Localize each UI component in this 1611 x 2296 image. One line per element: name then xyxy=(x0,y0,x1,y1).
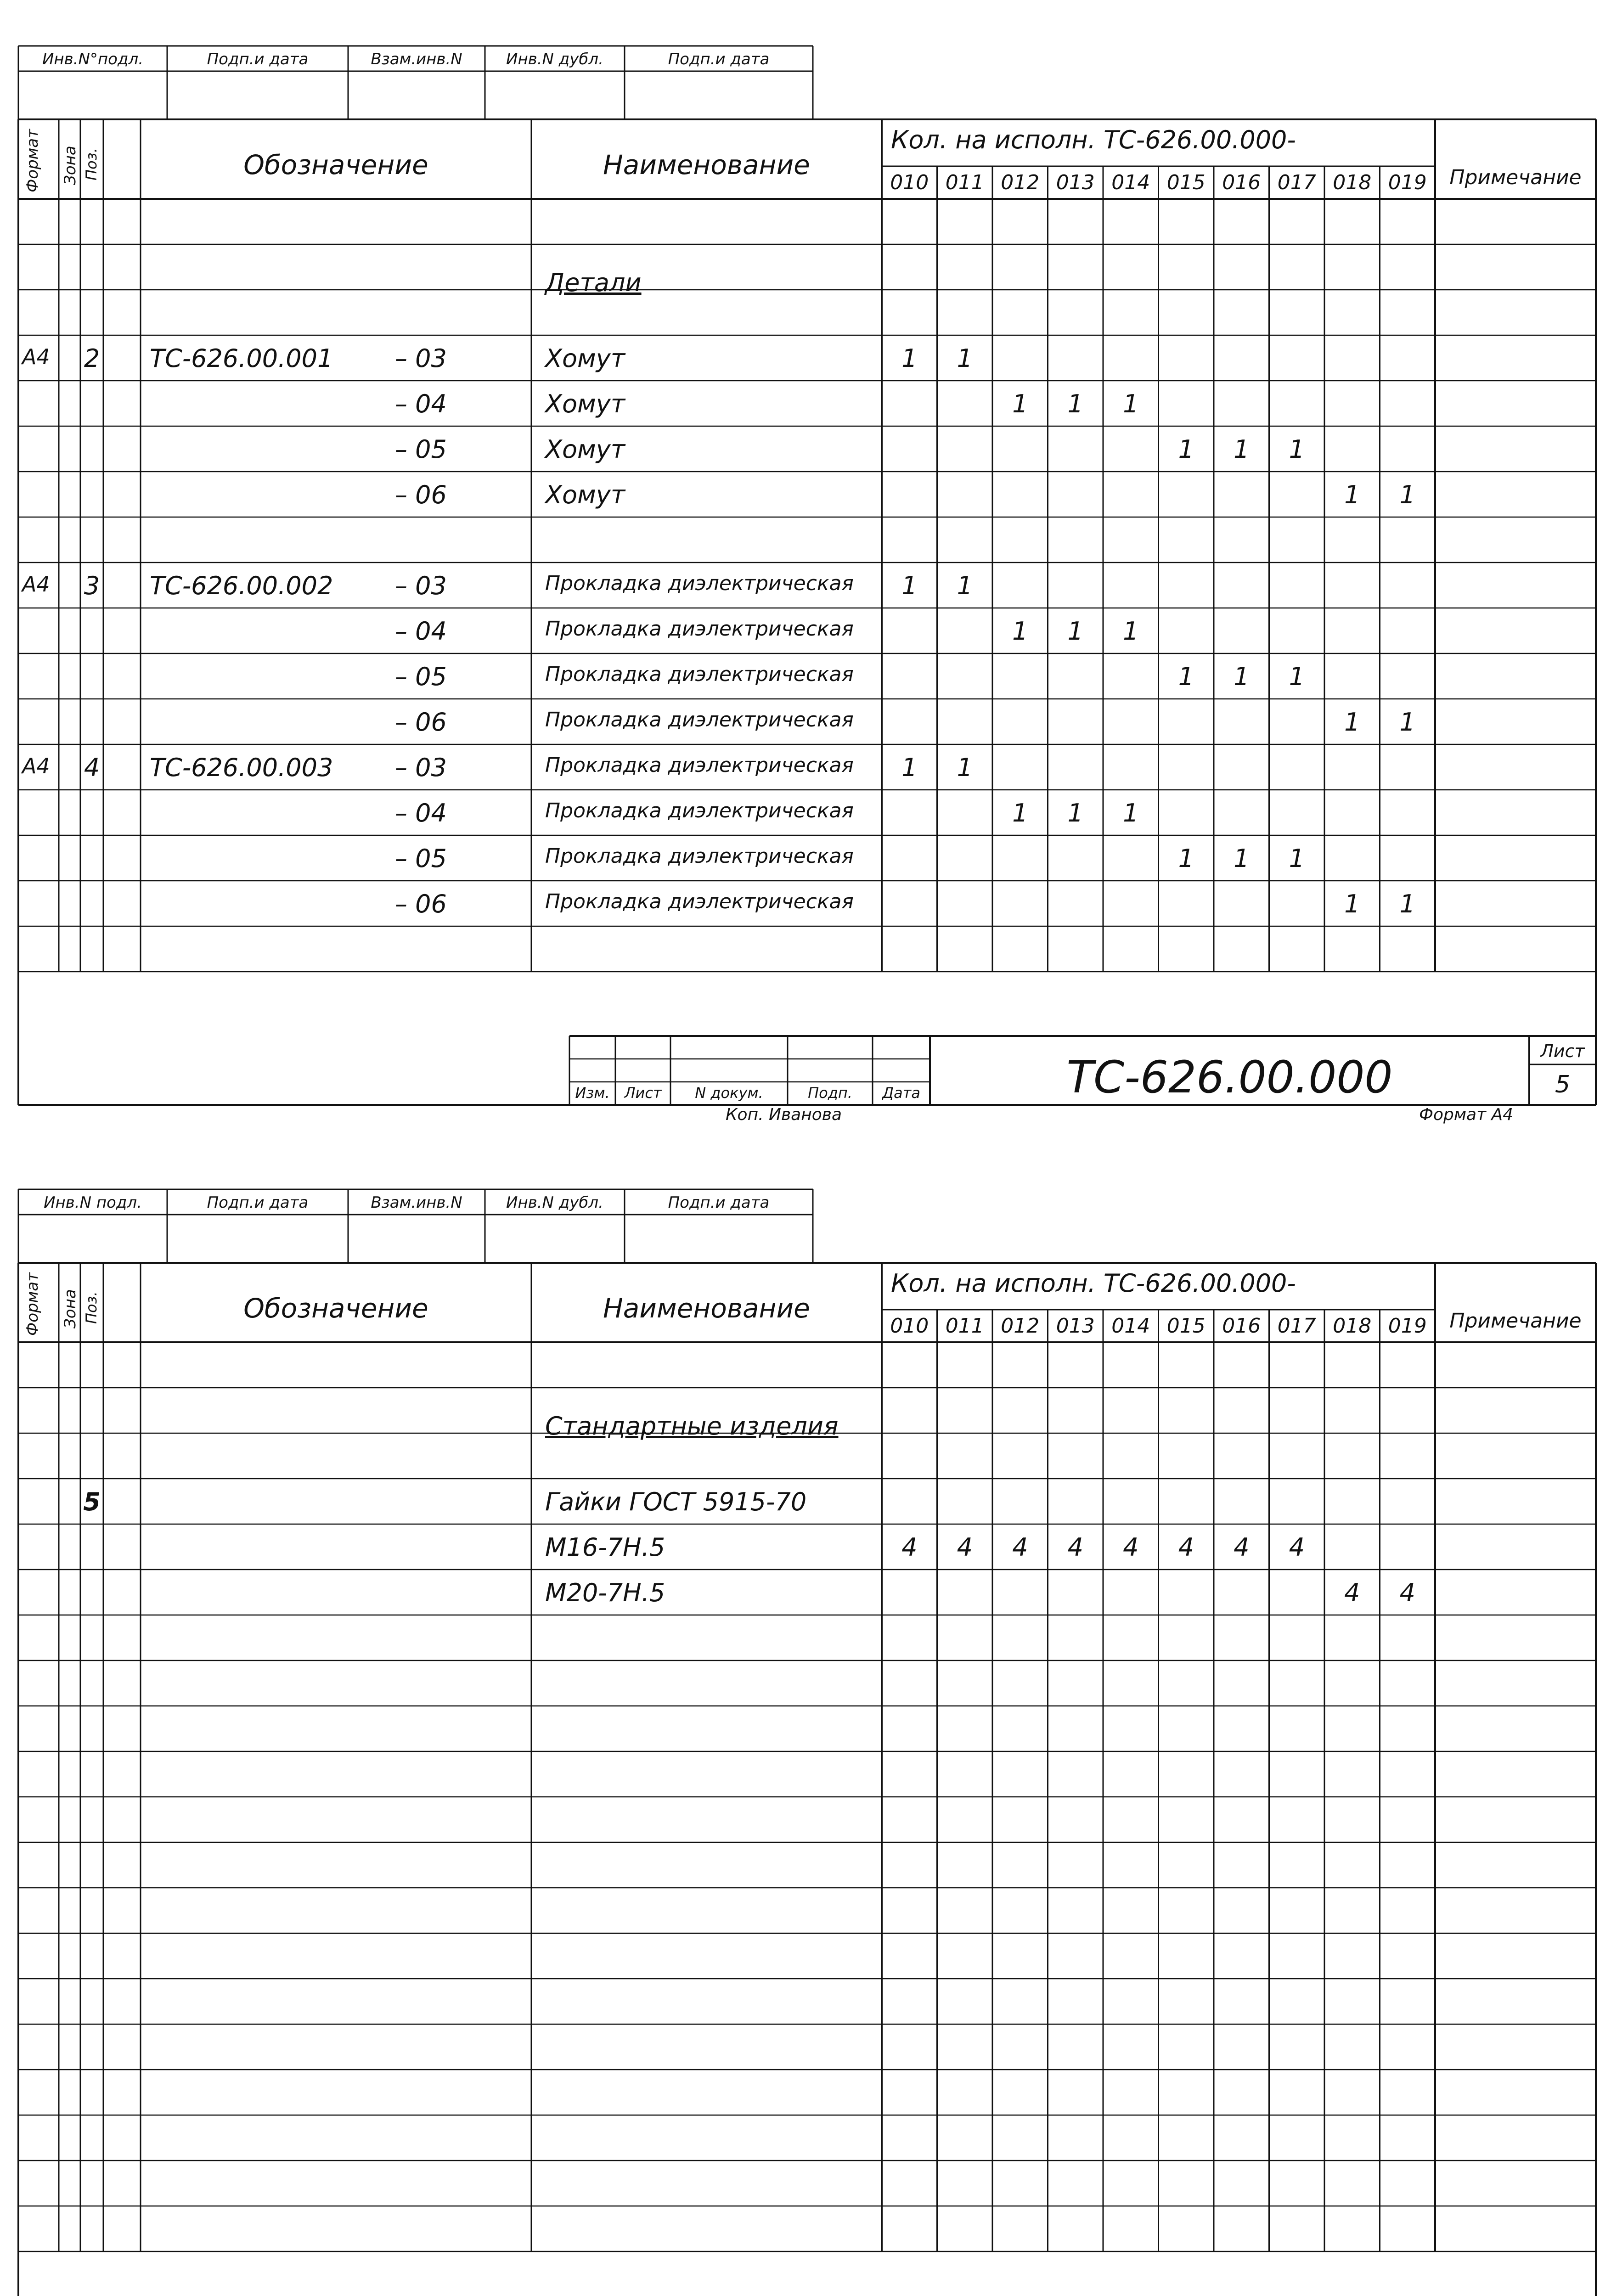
section-title: Детали xyxy=(545,268,642,298)
qty-cell: 4 xyxy=(1012,1532,1028,1562)
row-execution: – 04 xyxy=(395,389,447,418)
variant-011: 011 xyxy=(945,1314,984,1338)
row-name: Прокладка диэлектрическая xyxy=(545,662,854,686)
row-format: А4 xyxy=(22,344,50,369)
col-pos-header: Поз. xyxy=(83,1291,100,1324)
col-pos-header: Поз. xyxy=(83,148,100,180)
row-execution: – 06 xyxy=(395,707,447,737)
qty-cell: 1 xyxy=(1289,434,1305,464)
qty-cell: 4 xyxy=(1178,1532,1194,1562)
qty-cell: 1 xyxy=(1123,389,1139,418)
archive-field-2: Подп.и дата xyxy=(207,1193,309,1212)
qty-cell: 1 xyxy=(1178,434,1194,464)
row-name: Прокладка диэлектрическая xyxy=(545,571,854,595)
row-format: А4 xyxy=(22,571,50,597)
col-designation-header: Обозначение xyxy=(243,149,428,180)
row-position: 3 xyxy=(84,571,100,600)
row-execution: – 04 xyxy=(395,616,447,646)
variant-018: 018 xyxy=(1333,171,1372,194)
variant-011: 011 xyxy=(945,171,984,194)
variant-012: 012 xyxy=(1001,171,1040,194)
stamp-list: Лист xyxy=(624,1084,662,1102)
row-name: М20-7Н.5 xyxy=(545,1578,665,1607)
row-name: Хомут xyxy=(545,389,625,418)
qty-cell: 1 xyxy=(1234,844,1250,873)
row-execution: – 05 xyxy=(395,434,447,464)
variant-012: 012 xyxy=(1001,1314,1040,1338)
qty-cell: 1 xyxy=(1012,616,1028,646)
row-execution: – 05 xyxy=(395,662,447,691)
qty-cell: 1 xyxy=(1012,798,1028,827)
variant-015: 015 xyxy=(1166,1314,1205,1338)
col-format-header: Формат xyxy=(23,129,42,192)
qty-cell: 1 xyxy=(1344,707,1360,737)
copied-by: Коп. Иванова xyxy=(726,1105,842,1124)
row-execution: – 06 xyxy=(395,889,447,918)
qty-cell: 1 xyxy=(1178,844,1194,873)
qty-cell: 4 xyxy=(1289,1532,1305,1562)
qty-cell: 1 xyxy=(901,753,918,782)
qty-cell: 4 xyxy=(1234,1532,1250,1562)
qty-cell: 1 xyxy=(1234,434,1250,464)
sheet-grid xyxy=(0,1189,1611,2296)
qty-cell: 1 xyxy=(1289,844,1305,873)
row-name: Хомут xyxy=(545,343,625,373)
qty-cell: 1 xyxy=(1012,389,1028,418)
row-name: Прокладка диэлектрическая xyxy=(545,844,854,868)
qty-cell: 1 xyxy=(1067,798,1083,827)
row-execution: – 03 xyxy=(395,343,447,373)
archive-field-3: Взам.инв.N xyxy=(371,50,462,68)
row-name: Прокладка диэлектрическая xyxy=(545,889,854,913)
row-name: Прокладка диэлектрическая xyxy=(545,708,854,732)
row-position: 5 xyxy=(83,1487,101,1516)
qty-cell: 1 xyxy=(1067,616,1083,646)
qty-cell: 1 xyxy=(1399,480,1415,509)
col-qty-title: Кол. на исполн. ТС-626.00.000- xyxy=(891,1269,1296,1298)
qty-cell: 1 xyxy=(1289,662,1305,691)
qty-cell: 1 xyxy=(1067,389,1083,418)
row-designation: ТС-626.00.001 xyxy=(150,343,333,373)
qty-cell: 1 xyxy=(1399,889,1415,918)
qty-cell: 1 xyxy=(1123,798,1139,827)
row-execution: – 04 xyxy=(395,798,447,827)
row-position: 4 xyxy=(84,753,100,782)
col-name-header: Наименование xyxy=(603,149,810,180)
col-note-header: Примечание xyxy=(1449,166,1582,189)
variant-013: 013 xyxy=(1056,171,1095,194)
qty-cell: 4 xyxy=(1123,1532,1139,1562)
archive-field-2: Подп.и дата xyxy=(207,50,309,68)
row-name: Прокладка диэлектрическая xyxy=(545,617,854,641)
row-name: Хомут xyxy=(545,480,625,509)
row-name: М16-7Н.5 xyxy=(545,1532,665,1562)
qty-cell: 1 xyxy=(901,571,918,600)
qty-cell: 4 xyxy=(1344,1578,1360,1607)
row-position: 2 xyxy=(84,343,100,373)
variant-017: 017 xyxy=(1277,171,1316,194)
qty-cell: 1 xyxy=(901,343,918,373)
stamp-izm: Изм. xyxy=(575,1084,610,1102)
archive-field-5: Подп.и дата xyxy=(668,1193,770,1212)
qty-cell: 1 xyxy=(1344,480,1360,509)
variant-016: 016 xyxy=(1222,171,1261,194)
qty-cell: 4 xyxy=(957,1532,973,1562)
qty-cell: 4 xyxy=(901,1532,918,1562)
stamp-data: Дата xyxy=(882,1084,920,1102)
qty-cell: 1 xyxy=(957,343,973,373)
variant-018: 018 xyxy=(1333,1314,1372,1338)
qty-cell: 1 xyxy=(1123,616,1139,646)
spec-sheet-1 xyxy=(0,46,1611,1166)
col-qty-title: Кол. на исполн. ТС-626.00.000- xyxy=(891,125,1296,154)
variant-017: 017 xyxy=(1277,1314,1316,1338)
row-execution: – 03 xyxy=(395,571,447,600)
col-zone-header: Зона xyxy=(61,1289,79,1328)
stamp-podp: Подп. xyxy=(808,1084,852,1102)
variant-019: 019 xyxy=(1388,1314,1427,1338)
archive-field-4: Инв.N дубл. xyxy=(506,1193,603,1212)
row-designation: ТС-626.00.003 xyxy=(150,753,333,782)
archive-field-5: Подп.и дата xyxy=(668,50,770,68)
row-designation: ТС-626.00.002 xyxy=(150,571,333,600)
col-note-header: Примечание xyxy=(1449,1309,1582,1333)
variant-016: 016 xyxy=(1222,1314,1261,1338)
variant-013: 013 xyxy=(1056,1314,1095,1338)
archive-field-3: Взам.инв.N xyxy=(371,1193,462,1212)
variant-010: 010 xyxy=(890,1314,929,1338)
stamp-ndokum: N докум. xyxy=(695,1084,763,1102)
qty-cell: 1 xyxy=(1178,662,1194,691)
sheet-grid xyxy=(0,46,1611,1166)
variant-014: 014 xyxy=(1111,171,1150,194)
col-designation-header: Обозначение xyxy=(243,1293,428,1324)
row-name: Прокладка диэлектрическая xyxy=(545,799,854,822)
qty-cell: 4 xyxy=(1067,1532,1083,1562)
sheet-label: Лист xyxy=(1540,1041,1585,1061)
qty-cell: 4 xyxy=(1399,1578,1415,1607)
row-execution: – 03 xyxy=(395,753,447,782)
row-execution: – 06 xyxy=(395,480,447,509)
sheet-number: 5 xyxy=(1555,1071,1571,1098)
qty-cell: 1 xyxy=(957,753,973,782)
section-title: Стандартные изделия xyxy=(545,1412,839,1441)
row-name: Хомут xyxy=(545,434,625,464)
row-name: Гайки ГОСТ 5915-70 xyxy=(545,1487,807,1516)
col-format-header: Формат xyxy=(23,1272,42,1336)
row-name: Прокладка диэлектрическая xyxy=(545,753,854,777)
document-number: ТС-626.00.000 xyxy=(1066,1052,1393,1103)
col-name-header: Наименование xyxy=(603,1293,810,1324)
row-execution: – 05 xyxy=(395,844,447,873)
archive-field-4: Инв.N дубл. xyxy=(506,50,603,68)
archive-field-1: Инв.N подл. xyxy=(44,1193,142,1212)
archive-field-1: Инв.N°подл. xyxy=(42,50,144,68)
qty-cell: 1 xyxy=(1234,662,1250,691)
qty-cell: 1 xyxy=(1344,889,1360,918)
row-format: А4 xyxy=(22,753,50,778)
col-zone-header: Зона xyxy=(61,146,79,185)
variant-014: 014 xyxy=(1111,1314,1150,1338)
paper-format: Формат А4 xyxy=(1419,1105,1514,1124)
variant-010: 010 xyxy=(890,171,929,194)
variant-015: 015 xyxy=(1166,171,1205,194)
variant-019: 019 xyxy=(1388,171,1427,194)
spec-sheet-2 xyxy=(0,1189,1611,2296)
qty-cell: 1 xyxy=(1399,707,1415,737)
qty-cell: 1 xyxy=(957,571,973,600)
